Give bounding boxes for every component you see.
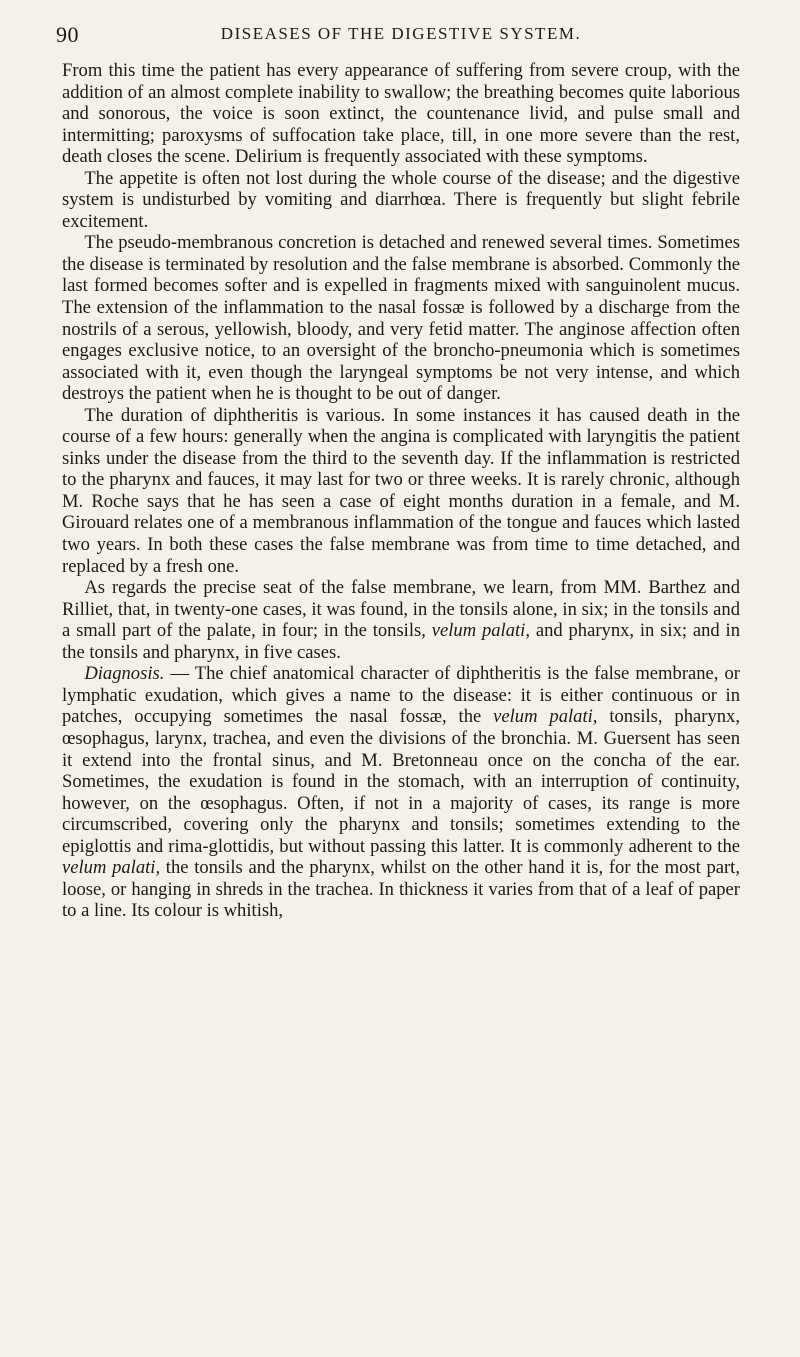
italic-term: velum palati,	[62, 857, 161, 879]
italic-term: velum palati,	[493, 706, 598, 728]
text-run: — The chief anatomical character of diphtheritis is the false membrane, or lymphatic exudation, which gives a name to the disease: it is either continuous or in patches, occupying sometimes the nasal fossæ, the	[62, 663, 740, 728]
page-header	[56, 16, 740, 60]
italic-term: velum palati,	[431, 620, 530, 642]
paragraph-seat-of-membrane	[62, 577, 740, 663]
paragraph-appetite: The appetite is often not lost during the whole course of the disease; and the digestive system is undisturbed by vomiting and diarrhœa. There is frequently but slight febrile excitement.	[62, 167, 740, 232]
text-run: As regards the precise seat of the false membrane, we learn, from MM. Barthez and Rilliet, that, in twenty-one cases, it was found, in the tonsils alone, in six; in the tonsils and a small part of the palate, in four; in the tonsils,	[62, 577, 740, 642]
paragraph-pseudo-membrane: The pseudo-membranous concretion is detached and renewed several times. Sometimes the disease is terminated by resolution and the false membrane is absorbed. Commonly the last formed becomes softer and is expelled in fragments mixed with sanguinolent mucus. The extension of the inflammation to the nasal fossæ is followed by a discharge from the nostrils of a serous, yellowish, bloody, and very fetid matter. The anginose affection often engages exclusive notice, to an oversight of the broncho-pneumonia which is sometimes associated with it, even though the laryngeal symptoms be not very intense, and which destroys the patient when he is thought to be out of danger.	[62, 232, 740, 405]
paragraph-duration: The duration of diphtheritis is various. In some instances it has caused death in the course of a few hours: generally when the angina is complicated with laryngitis the patient sinks under the disease from the third to the seventh day. If the inflammation is restricted to the pharynx and fauces, it may last for two or three weeks. It is rarely chronic, although M. Roche says that he has seen a case of eight months duration in a female, and M. Girouard relates one of a membranous inflammation of the tongue and fauces which lasted two years. In both these cases the false membrane was from time to time detached, and replaced by a fresh one.	[62, 404, 740, 577]
text-run: and pharynx, in six; and in the tonsils and pharynx, in five cases.	[62, 620, 740, 663]
section-heading-diagnosis: Diagnosis.	[84, 663, 165, 685]
running-head: DISEASES OF THE DIGESTIVE SYSTEM.	[220, 24, 582, 43]
page-number: 90	[56, 22, 79, 47]
text-run: the tonsils and the pharynx, whilst on the other hand it is, for the most part, loose, or hanging in shreds in the trachea. In thickness it varies from that of a leaf of paper to a line. Its colour is whitish,	[62, 857, 741, 922]
body-text	[62, 60, 740, 922]
paragraph-croup-symptoms: From this time the patient has every appearance of suffering from severe croup, with the addition of an almost complete inability to swallow; the breathing becomes quite laborious and sonorous, the voice is soon extinct, the countenance livid, and pulse small and intermitting; paroxysms of suffocation take place, till, in one more severe than the rest, death closes the scene. Delirium is frequently associated with these symptoms.	[62, 60, 740, 168]
text-run: tonsils, pharynx, œsophagus, larynx, trachea, and even the divisions of the bronchia. M. Guersent has seen it extend into the frontal sinus, and M. Bretonneau once on the concha of the ear. Sometimes, the exudation is found in the stomach, with an interruption of continuity, however, on the œsophagus. Often, if not in a majority of cases, its range is more circumscribed, covering only the pharynx and tonsils; sometimes extending to the epiglottis and rima-glottidis, but without passing this latter. It is commonly adherent to the	[62, 706, 740, 857]
paragraph-diagnosis	[62, 663, 740, 922]
